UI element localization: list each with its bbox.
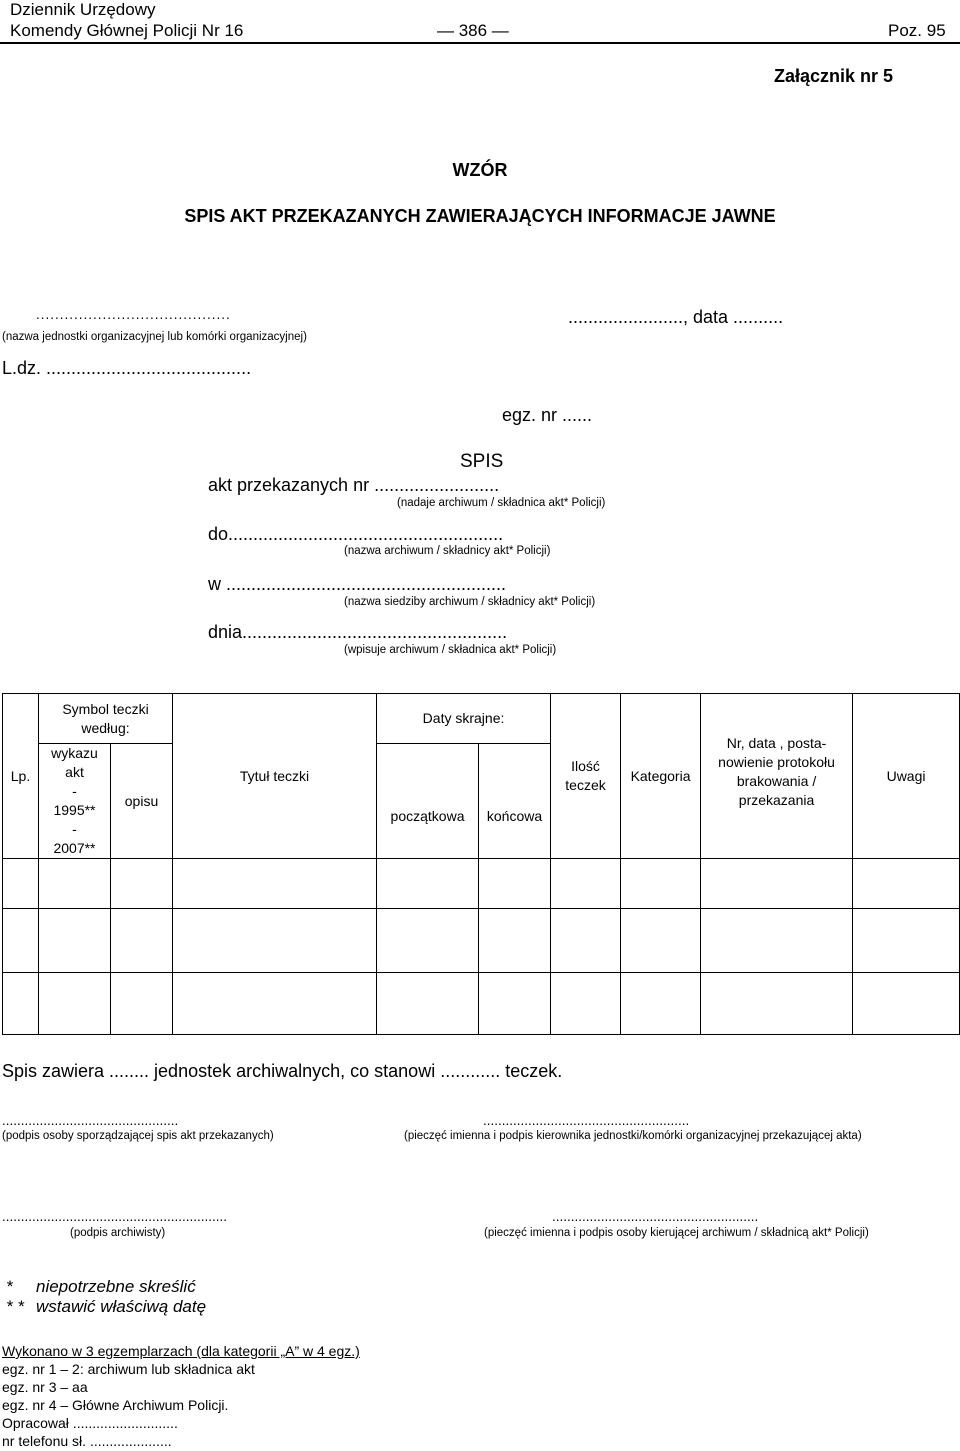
copy-number: egz. nr ...... xyxy=(502,405,593,425)
note-text-2: wstawić właściwą datę xyxy=(36,1297,207,1316)
summary-line: Spis zawiera ........ jednostek archiwalnych, co stanowi ............ teczek. xyxy=(2,1061,563,1081)
header-protocol-line4: przekazania xyxy=(738,792,815,808)
header-count-line1: Ilość xyxy=(571,758,600,774)
archive-head-caption: (pieczęć imienna i podpis osoby kierującej archiwum / składnicą akt* Policji) xyxy=(484,1227,869,1239)
note-text-1: niepotrzebne skreślić xyxy=(36,1277,196,1296)
transfer-number-caption: (nadaje archiwum / składnica akt* Policji) xyxy=(397,497,606,509)
footer-copy-4: egz. nr 4 – Główne Archiwum Policji. xyxy=(2,1397,229,1413)
header-count xyxy=(551,694,621,859)
header-lp: Lp. xyxy=(3,694,39,859)
unit-head-caption: (pieczęć imienna i podpis kierownika jednostki/komórki organizacyjnej przekazującej akta) xyxy=(404,1130,862,1142)
header-dates: Daty skrajne: xyxy=(377,694,551,744)
wykazu-line4: 1995** xyxy=(53,802,96,818)
wykazu-line5: - xyxy=(72,821,77,837)
note-mark-2: * * xyxy=(6,1297,24,1316)
records-table xyxy=(2,693,960,1035)
archivist-dots: ............................................................ xyxy=(2,1209,228,1224)
archive-name-line: do....................................................... xyxy=(208,524,504,544)
header-symbol: Symbol teczki według: xyxy=(39,694,173,744)
unit-dots: ......................................... xyxy=(36,307,231,322)
position-number: Poz. 95 xyxy=(888,21,946,40)
archive-name-caption: (nazwa archiwum / składnicy akt* Policji) xyxy=(344,545,551,557)
footer-prepared-by: Opracował ........................... xyxy=(2,1415,178,1431)
header-wykazu xyxy=(39,744,111,859)
preparer-caption: (podpis osoby sporządzającej spis akt przekazanych) xyxy=(2,1130,274,1142)
preparer-dots: ............................................... xyxy=(2,1113,179,1128)
wzor-title: WZÓR xyxy=(452,160,508,180)
header-category: Kategoria xyxy=(621,694,701,859)
spis-heading: SPIS xyxy=(460,451,504,472)
document-title: SPIS AKT PRZEKAZANYCH ZAWIERAJĄCYCH INFORMACJE JAWNE xyxy=(184,206,776,226)
wykazu-line3: - xyxy=(72,783,77,799)
attachment-label: Załącznik nr 5 xyxy=(774,66,894,86)
wykazu-line2: akt xyxy=(65,764,84,780)
note-mark-1: * xyxy=(6,1277,13,1296)
ldz-line: L.dz. ......................................... xyxy=(2,358,252,378)
wykazu-line6: 2007** xyxy=(53,840,96,856)
wykazu-line1: wykazu xyxy=(51,745,98,761)
table-row xyxy=(3,909,960,973)
footer-copies: Wykonano w 3 egzemplarzach (dla kategorii „A” w 4 egz.) xyxy=(2,1343,360,1359)
page-number: — 386 — xyxy=(437,21,509,40)
header-title: Tytuł teczki xyxy=(173,694,377,859)
table-row xyxy=(3,859,960,909)
header-count-line2: teczek xyxy=(565,777,606,793)
footer-copy-3: egz. nr 3 – aa xyxy=(2,1379,88,1395)
archivist-caption: (podpis archiwisty) xyxy=(70,1227,166,1239)
date-of-receipt-caption: (wpisuje archiwum / składnica akt* Policji) xyxy=(344,644,557,656)
journal-name: Dziennik Urzędowy xyxy=(10,0,156,19)
date-of-receipt-line: dnia..................................................... xyxy=(208,622,508,642)
header-protocol xyxy=(701,694,853,859)
header-protocol-line3: brakowania / xyxy=(736,773,817,789)
table-row xyxy=(3,973,960,1035)
unit-head-dots: ....................................................... xyxy=(483,1113,690,1128)
date-line: ......................., data .......... xyxy=(568,307,784,327)
header-protocol-line1: Nr, data , posta- xyxy=(726,735,827,751)
footer-copy-1-2: egz. nr 1 – 2: archiwum lub składnica akt xyxy=(2,1361,255,1377)
transfer-number-line: akt przekazanych nr ......................... xyxy=(208,475,500,495)
archive-seat-caption: (nazwa siedziby archiwum / składnicy akt* Policji) xyxy=(344,596,596,608)
header-end-date: końcowa xyxy=(479,744,551,859)
header-protocol-line2: nowienie protokołu xyxy=(718,754,835,770)
header-rule xyxy=(0,42,960,44)
footer-phone: nr telefonu sł. ..................... xyxy=(2,1433,172,1449)
publisher-name: Komendy Głównej Policji Nr 16 xyxy=(10,21,244,40)
archive-head-dots: ....................................................... xyxy=(552,1209,759,1224)
unit-caption: (nazwa jednostki organizacyjnej lub komórki organizacyjnej) xyxy=(2,331,307,343)
header-remarks: Uwagi xyxy=(853,694,960,859)
archive-seat-line: w ........................................................ xyxy=(208,574,507,594)
header-start-date: początkowa xyxy=(377,744,479,859)
header-opisu: opisu xyxy=(111,744,173,859)
